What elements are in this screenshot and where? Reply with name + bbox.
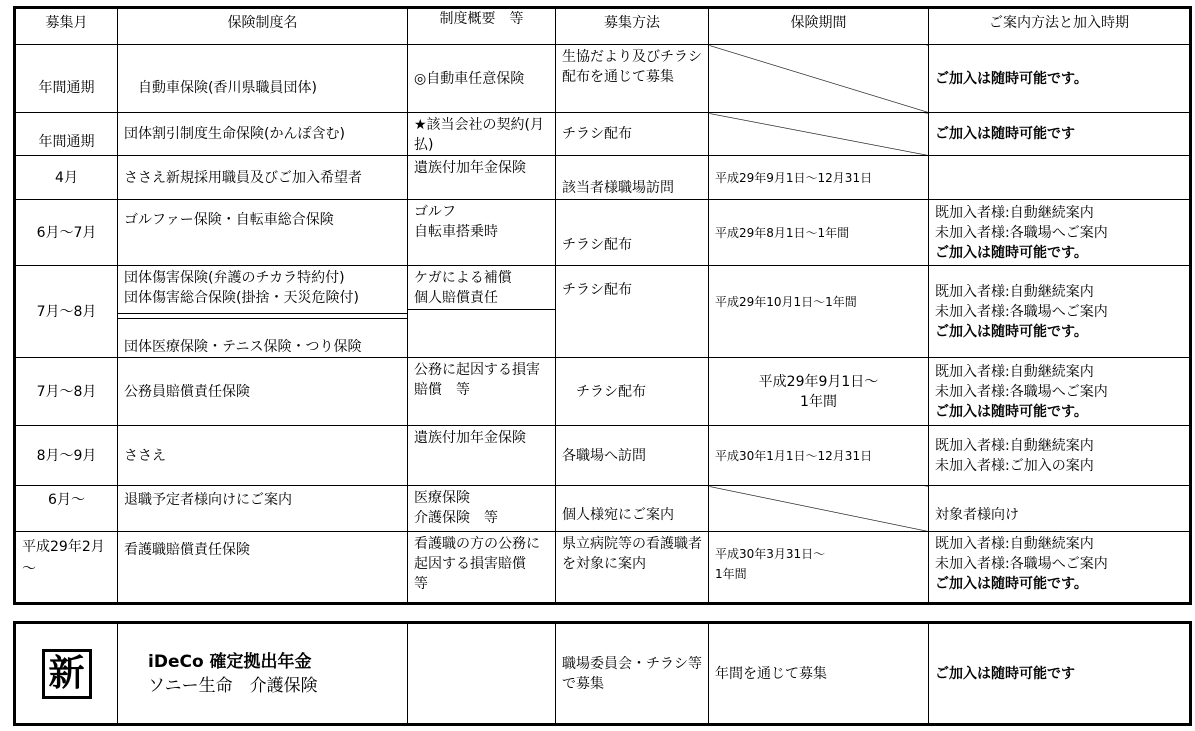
guide-line: 既加入者様:自動継続案内 <box>935 204 1094 221</box>
row-guide <box>929 426 1191 486</box>
row-name-split <box>118 266 408 358</box>
row-name-top: 団体傷害保険(弁護のチカラ特約付) 団体傷害総合保険(掛捨・天災危険付) <box>118 266 407 314</box>
table-row <box>15 532 1191 604</box>
row-period: 平成29年9月1日～ 1年間 <box>709 358 929 426</box>
guide-line: 既加入者様:自動継続案内 <box>935 437 1094 454</box>
row-period: 平成30年1月1日～12月31日 <box>709 426 929 486</box>
new-row <box>15 623 1191 725</box>
guide-line: ご加入は随時可能です。 <box>935 323 1088 340</box>
guide-text <box>935 205 1108 261</box>
row-summary: ◎自動車任意保険 <box>408 45 556 113</box>
table-row <box>15 266 1191 358</box>
row-name: ゴルファー保険・自転車総合保険 <box>118 200 408 266</box>
row-period-empty <box>709 486 929 532</box>
row-summary: 遺族付加年金保険 <box>408 426 556 486</box>
row-summary-top: ケガによる補償 個人賠償責任 <box>408 266 555 310</box>
row-period: 平成29年10月1日～1年間 <box>709 266 929 358</box>
table-row <box>15 486 1191 532</box>
guide-line: ご加入は随時可能です。 <box>935 244 1088 261</box>
row-summary-split <box>408 266 556 358</box>
row-guide <box>929 156 1191 200</box>
guide-line: 既加入者様:自動継続案内 <box>935 536 1094 552</box>
row-month: 年間通期 <box>15 113 118 156</box>
row-month: 4月 <box>15 156 118 200</box>
row-month: 7月～8月 <box>15 358 118 426</box>
row-name: 自動車保険(香川県職員団体) <box>118 45 408 113</box>
row-month: 8月～9月 <box>15 426 118 486</box>
table-row <box>15 358 1191 426</box>
row-name: 団体割引制度生命保険(かんぽ含む) <box>118 113 408 156</box>
row-summary: 公務に起因する損害賠償 等 <box>408 358 556 426</box>
row-month: 6月～7月 <box>15 200 118 266</box>
table-row <box>15 45 1191 113</box>
insurance-schedule-table <box>13 6 1192 605</box>
guide-line: 未加入者様:各職場へご案内 <box>935 383 1108 400</box>
row-name: 公務員賠償責任保険 <box>118 358 408 426</box>
new-method: 職場委員会・チラシ等で募集 <box>556 623 709 725</box>
header-guide: ご案内方法と加入時期 <box>929 8 1191 45</box>
guide-line: 未加入者様:各職場へご案内 <box>935 224 1108 241</box>
row-period: 平成29年8月1日～1年間 <box>709 200 929 266</box>
row-method: チラシ配布 <box>556 266 709 358</box>
row-method: チラシ配布 <box>556 113 709 156</box>
new-period: 年間を通じて募集 <box>709 623 929 725</box>
row-name: ささえ新規採用職員及びご加入希望者 <box>118 156 408 200</box>
row-name-bottom: 団体医療保険・テニス保険・つり保険 <box>124 339 362 355</box>
new-product-subtitle: ソニー生命 介護保険 <box>148 675 318 696</box>
row-guide <box>929 358 1191 426</box>
row-guide: ご加入は随時可能です <box>929 113 1191 156</box>
row-period-empty <box>709 45 929 113</box>
guide-line: 未加入者様:ご加入の案内 <box>935 457 1094 474</box>
row-guide <box>929 266 1191 358</box>
header-period: 保険期間 <box>709 8 929 45</box>
row-method: 個人様宛にご案内 <box>556 486 709 532</box>
row-name: ささえ <box>118 426 408 486</box>
new-guide: ご加入は随時可能です <box>929 623 1191 725</box>
table-row <box>15 200 1191 266</box>
row-period-empty <box>709 113 929 156</box>
guide-line: 既加入者様:自動継続案内 <box>935 363 1094 380</box>
header-method: 募集方法 <box>556 8 709 45</box>
row-month: 年間通期 <box>15 45 118 113</box>
new-badge: 新 <box>42 649 92 699</box>
guide-text <box>935 364 1108 420</box>
row-summary: 医療保険 介護保険 等 <box>408 486 556 532</box>
guide-text <box>935 438 1094 474</box>
table-row <box>15 156 1191 200</box>
new-product-title: iDeCo 確定拠出年金 <box>148 651 312 672</box>
row-method: 各職場へ訪問 <box>556 426 709 486</box>
row-month: 平成29年2月～ <box>15 532 118 604</box>
row-summary: ★該当会社の契約(月払) <box>408 113 556 156</box>
new-products-table <box>13 621 1192 726</box>
guide-line: 未加入者様:各職場へご案内 <box>935 303 1108 320</box>
header-name: 保険制度名 <box>118 8 408 45</box>
row-name: 退職予定者様向けにご案内 <box>118 486 408 532</box>
row-name: 看護職賠償責任保険 <box>118 532 408 604</box>
row-method: チラシ配布 <box>556 200 709 266</box>
row-guide: ご加入は随時可能です。 <box>929 45 1191 113</box>
guide-line: 既加入者様:自動継続案内 <box>935 283 1094 300</box>
row-guide <box>929 200 1191 266</box>
new-product-names <box>118 623 408 725</box>
row-method: 該当者様職場訪問 <box>556 156 709 200</box>
header-summary: 制度概要 等 <box>408 8 556 45</box>
guide-text <box>935 284 1108 340</box>
new-summary <box>408 623 556 725</box>
guide-line: ご加入は随時可能です。 <box>935 403 1088 420</box>
row-period: 平成29年9月1日～12月31日 <box>709 156 929 200</box>
guide-line: ご加入は随時可能です。 <box>935 576 1088 592</box>
row-method: 県立病院等の看護職者を対象に案内 <box>556 532 709 604</box>
table-row <box>15 113 1191 156</box>
row-method: チラシ配布 <box>556 358 709 426</box>
row-summary: 遺族付加年金保険 <box>408 156 556 200</box>
row-summary: ゴルフ 自転車搭乗時 <box>408 200 556 266</box>
table-row <box>15 426 1191 486</box>
row-month: 7月～8月 <box>15 266 118 358</box>
row-guide <box>929 532 1191 604</box>
row-period: 平成30年3月31日～ 1年間 <box>709 532 929 604</box>
row-method: 生協だより及びチラシ配布を通じて募集 <box>556 45 709 113</box>
guide-text <box>935 536 1108 592</box>
row-summary: 看護職の方の公務に起因する損害賠償 等 <box>408 532 556 604</box>
header-month: 募集月 <box>15 8 118 45</box>
row-month: 6月～ <box>15 486 118 532</box>
table-header-row <box>15 8 1191 45</box>
guide-line: 未加入者様:各職場へご案内 <box>935 556 1108 572</box>
new-badge-cell <box>15 623 118 725</box>
row-guide: 対象者様向け <box>929 486 1191 532</box>
